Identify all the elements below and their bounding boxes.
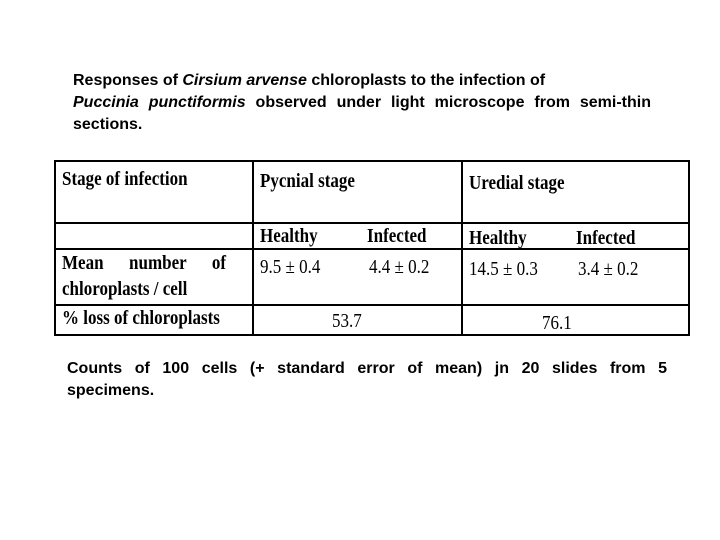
cell-pycnial-healthy: 9.5 ± 0.4 <box>260 256 321 278</box>
caption-species-pathogen: Puccinia punctiformis <box>73 94 246 111</box>
subheader-uredial-infected: Infected <box>576 227 636 249</box>
header-uredial: Uredial stage <box>469 172 565 194</box>
subheader-pycnial-infected: Infected <box>367 225 427 247</box>
table-divider <box>56 304 688 306</box>
row-label-mean-line1: Mean number of <box>62 252 227 274</box>
caption-middle: chloroplasts to the infection of <box>306 72 546 89</box>
row-label-mean-line2: chloroplasts / cell <box>62 278 188 300</box>
table-caption <box>73 70 651 136</box>
cell-uredial-loss: 76.1 <box>542 312 572 334</box>
table-footnote <box>67 358 667 402</box>
footnote-line1: Counts of 100 cells (+ standard error of mean) jn 20 slides from 5 <box>67 360 667 377</box>
footnote-line2: specimens. <box>67 382 155 399</box>
header-pycnial: Pycnial stage <box>260 170 355 192</box>
header-stage: Stage of infection <box>62 168 188 190</box>
cell-pycnial-loss: 53.7 <box>332 310 362 332</box>
subheader-pycnial-healthy: Healthy <box>260 225 318 247</box>
table-divider <box>56 222 688 224</box>
cell-uredial-infected: 3.4 ± 0.2 <box>578 258 639 280</box>
results-table <box>54 160 690 336</box>
row-label-loss: % loss of chloroplasts <box>62 307 220 329</box>
caption-prefix: Responses of <box>73 72 183 89</box>
subheader-uredial-healthy: Healthy <box>469 227 527 249</box>
caption-species-host: Cirsium arvense <box>182 72 307 89</box>
caption-suffix: observed under light microscope from semi-thin sections. <box>73 94 651 133</box>
cell-pycnial-infected: 4.4 ± 0.2 <box>369 256 430 278</box>
cell-uredial-healthy: 14.5 ± 0.3 <box>469 258 538 280</box>
